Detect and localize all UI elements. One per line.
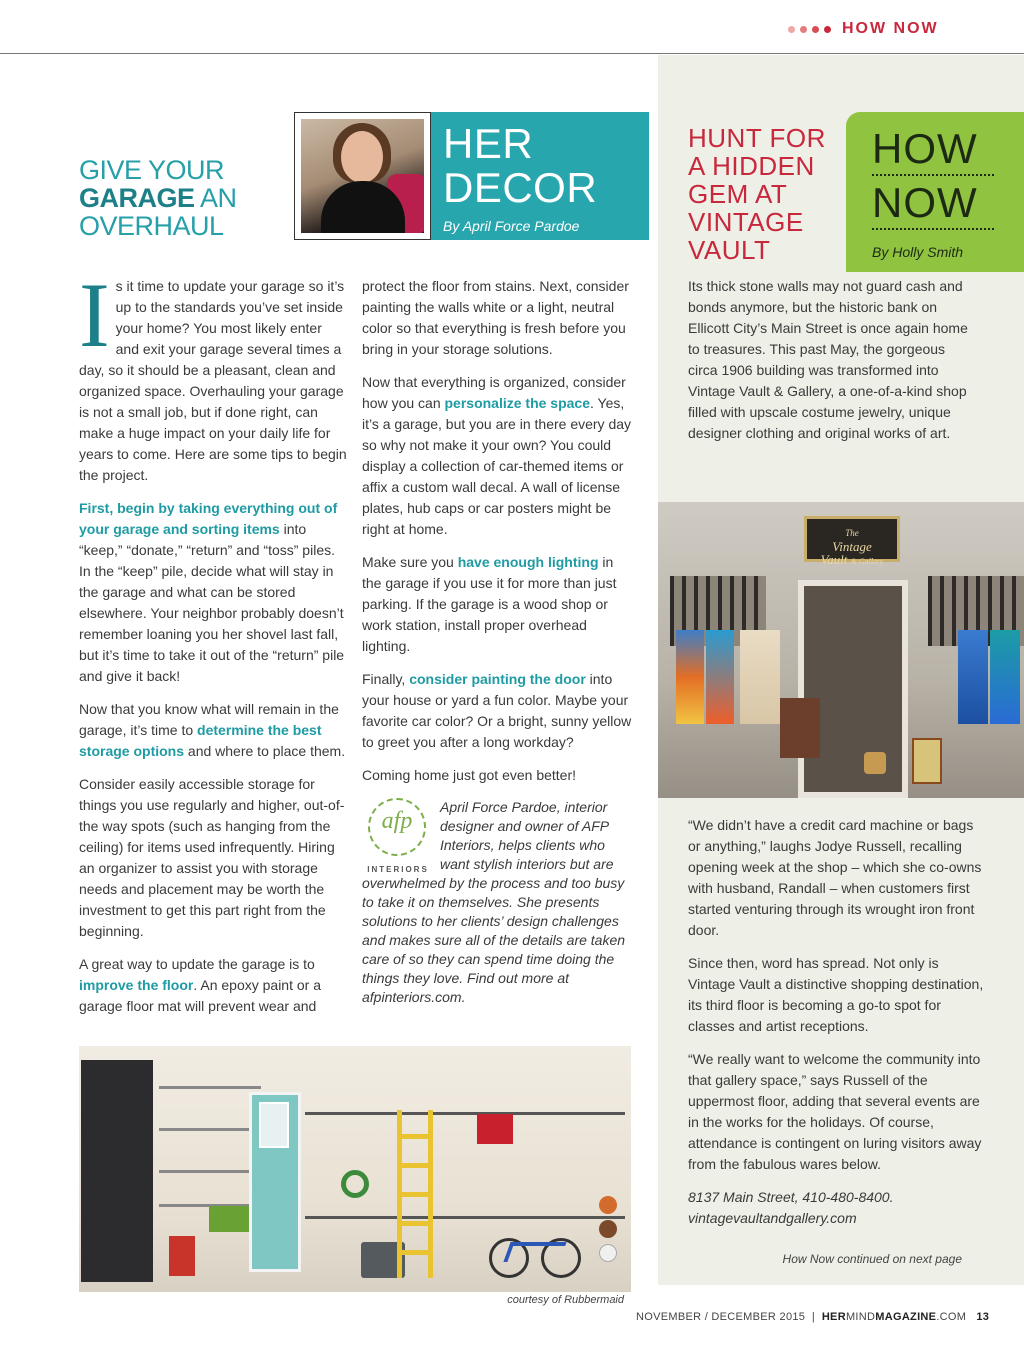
how-now-contact [688, 1187, 988, 1229]
paragraph-3 [79, 699, 347, 762]
section-dots [788, 26, 831, 33]
shop-website[interactable]: vintagevaultandgallery.com [688, 1210, 857, 1226]
ball-basketball [599, 1196, 617, 1214]
footer-issue: NOVEMBER / DECEMBER 2015 [636, 1311, 806, 1323]
footer-brand-mind: MIND [845, 1311, 876, 1323]
title-line-1: GIVE YOUR [79, 155, 225, 185]
footer-brand-her: HER [821, 1311, 846, 1323]
paragraph-8-pre: Make sure you [362, 554, 458, 570]
highlight-improve-floor: improve the floor [79, 977, 194, 993]
vintage-vault-photo [658, 502, 1024, 798]
section-label: HOW NOW [842, 20, 939, 37]
paragraph-3-rest: and where to place them. [184, 743, 346, 759]
display-basket [864, 752, 886, 774]
title-line-3: OVERHAUL [79, 211, 224, 241]
sign-the: The [845, 528, 859, 538]
garage-cabinet [81, 1060, 153, 1282]
afp-logo-text: afp [381, 808, 413, 834]
how-now-paragraph-1: Its thick stone walls may not guard cash and bonds anymore, but the historic bank on Ellicott City’s Main Street is once again home to treasures. This past May, the gorgeous circa 1906 building was transformed into Vintage Vault & Gallery, a one-of-a-kind shop filled with upscale costume jewelry, unique designer clothing and original works of art. [688, 278, 968, 441]
ball-football [599, 1220, 617, 1238]
photo-face [341, 131, 383, 183]
her-decor-title [443, 122, 637, 210]
how-now-word-2: NOW [872, 179, 978, 226]
afp-logo [362, 798, 434, 872]
paragraph-3-pre: Now that you know what will remain in the garage, it’s time to [79, 701, 339, 738]
sign-gallery: & Gallery [850, 557, 884, 566]
continued-note: How Now continued on next page [782, 1252, 962, 1266]
her-decor-line-2: DECOR [443, 164, 598, 211]
author-bio [362, 798, 632, 1007]
highlight-sort-items: First, begin by taking everything out of your garage and sorting items [79, 500, 338, 537]
highlight-lighting: have enough lighting [457, 554, 599, 570]
clothing-rack-item [706, 630, 734, 724]
title-mid: AN [194, 183, 237, 213]
page-footer [636, 1311, 990, 1323]
how-now-headline: HUNT FOR A HIDDEN GEM AT VINTAGE VAULT [688, 123, 826, 265]
garage-shelf [159, 1128, 261, 1131]
how-now-paragraph-3: Since then, word has spread. Not only is Vintage Vault a distinctive shopping destination, its third floor is becoming a go-to spot for classes and artist receptions. [688, 955, 984, 1034]
her-decor-byline: By April Force Pardoe [443, 218, 580, 234]
garage-hose [341, 1170, 369, 1198]
paragraph-10: Coming home just got even better! [362, 767, 577, 783]
paragraph-2-text: into “keep,” “donate,” “return” and “toss” piles. In the “keep” pile, decide what will stay in the garage and what can be stored elsewhere. Your neighbor probably doesn’t remember loaning you her shovel last fall, but it’s time to take it out of the “return” pile and give it back! [79, 521, 345, 684]
paragraph-1 [79, 264, 347, 486]
how-now-divider [872, 174, 994, 176]
paragraph-1-text: s it time to update your garage so it’s up to the standards you’ve set inside your home? You most likely enter and exit your garage several times a day, so it should be a pleasant, clean and organized space. Overhauling your garage is not a small job, but if done right, can make a huge impact on your daily life for years to come. Here are some tips to begin the project. [79, 278, 347, 483]
photo-credit: courtesy of Rubbermaid [507, 1294, 624, 1306]
ball-soccer [599, 1244, 617, 1262]
paragraph-8-rest: in the garage if you use it for more than just parking. If the garage is a wood shop or work station, install proper overhead lighting. [362, 554, 617, 654]
paragraph-7-rest: . Yes, it’s a garage, but you are in there every day so why not make it your own? You could display a collection of car-themed items or affix a custom wall decal. A wall of license plates, hub caps or car posters might be right at home. [362, 395, 632, 537]
garage-gas-can [169, 1236, 195, 1276]
shop-door [798, 580, 908, 798]
page-number: 13 [976, 1311, 990, 1323]
garage-article-title [79, 156, 294, 240]
paragraph-5-rest: . An epoxy paint or a garage floor mat will prevent wear and [79, 977, 321, 1014]
dot-2 [800, 26, 807, 33]
highlight-paint-door: consider painting the door [409, 671, 586, 687]
clothing-rack-item [958, 630, 988, 724]
drop-cap: I [79, 264, 110, 366]
afp-logo-sub: INTERIORS [367, 865, 429, 874]
garage-rail-bottom [305, 1216, 625, 1219]
paragraph-4: Consider easily accessible storage for things you use regularly and higher, out-of-the way spots (such as hanging from the ceiling) for items used infrequently. Hiring an organizer to assist you with storage needs and placement may be worth the investment to get this part right from the beginning. [79, 776, 345, 939]
author-photo-frame [294, 112, 431, 240]
paragraph-2 [79, 498, 347, 687]
garage-column-2 [362, 276, 632, 1007]
garage-rail-top [305, 1112, 625, 1115]
footer-brand-magazine: MAGAZINE [875, 1311, 937, 1323]
page-header [0, 0, 1024, 54]
paragraph-6: protect the floor from stains. Next, consider painting the walls white or a light, neutral color so that everything is fresh before you bring in your storage solutions. [362, 278, 629, 357]
display-poster [912, 738, 942, 784]
paragraph-7 [362, 372, 632, 540]
footer-brand-com: .COM [936, 1311, 967, 1323]
garage-ladder [397, 1110, 433, 1278]
paragraph-9-pre: Finally, [362, 671, 410, 687]
how-now-intro [688, 276, 978, 456]
paragraph-5 [79, 954, 347, 1017]
how-now-divider [872, 228, 994, 230]
clothing-rack-item [990, 630, 1020, 724]
garage-door-window [259, 1102, 289, 1148]
how-now-byline: By Holly Smith [872, 244, 964, 260]
dot-4 [824, 26, 831, 33]
author-bio-text: April Force Pardoe, interior designer and owner of AFP Interiors, helps clients who want stylish interiors but are overwhelmed by the process and too busy to take it on themselves. She presents solutions to her clients’ design challenges and makes sure all of the details are taken care of so they can spend time doing the things they love. Find out more at afpinteriors.com. [362, 799, 626, 1005]
dot-3 [812, 26, 819, 33]
her-decor-line-1: HER [443, 120, 534, 167]
garage-green-bags [209, 1206, 249, 1232]
her-decor-box [431, 112, 649, 240]
garage-shelf [159, 1170, 261, 1173]
sign-vault: Vault [820, 552, 848, 567]
garage-red-item [477, 1114, 513, 1144]
sign-vintage: Vintage [832, 539, 872, 554]
paragraph-8 [362, 552, 632, 657]
bike-frame [503, 1242, 566, 1262]
highlight-storage-options: determine the best storage options [79, 722, 322, 759]
how-now-word-1: HOW [872, 125, 978, 172]
shop-address: 8137 Main Street, 410-480-8400. [688, 1189, 894, 1205]
how-now-body [688, 815, 988, 1241]
highlight-personalize: personalize the space [444, 395, 591, 411]
garage-shelf [159, 1086, 261, 1089]
shop-sign [804, 516, 900, 567]
clothing-rack-item [740, 630, 780, 724]
footer-separator: | [811, 1311, 816, 1323]
garage-column-1 [79, 264, 347, 1029]
paragraph-9 [362, 669, 632, 753]
paragraph-9-rest: into your house or yard a fun color. Maybe your favorite car color? Or a bright, sunny yellow to greet you after a long workday? [362, 671, 632, 750]
how-now-box [846, 112, 1024, 272]
paragraph-5-pre: A great way to update the garage is to [79, 956, 315, 972]
clothing-rack-item [676, 630, 704, 724]
how-now-paragraph-4: “We really want to welcome the community into that gallery space,” says Russell of the uppermost floor, adding that several events are in the works for the holidays. Of course, attendance is contingent on luring visitors away from the fabulous wares below. [688, 1051, 982, 1172]
paragraph-7-pre: Now that everything is organized, consider how you can [362, 374, 626, 411]
garage-photo [79, 1046, 631, 1292]
display-table [780, 698, 820, 758]
author-photo [301, 119, 424, 233]
how-now-paragraph-2: “We didn’t have a credit card machine or bags or anything,” laughs Jodye Russell, recalling opening week at the shop – which she co-owns with husband, Randall – when customers first started venturing through its wrought iron front door. [688, 817, 982, 938]
dot-1 [788, 26, 795, 33]
title-strong: GARAGE [79, 183, 195, 213]
